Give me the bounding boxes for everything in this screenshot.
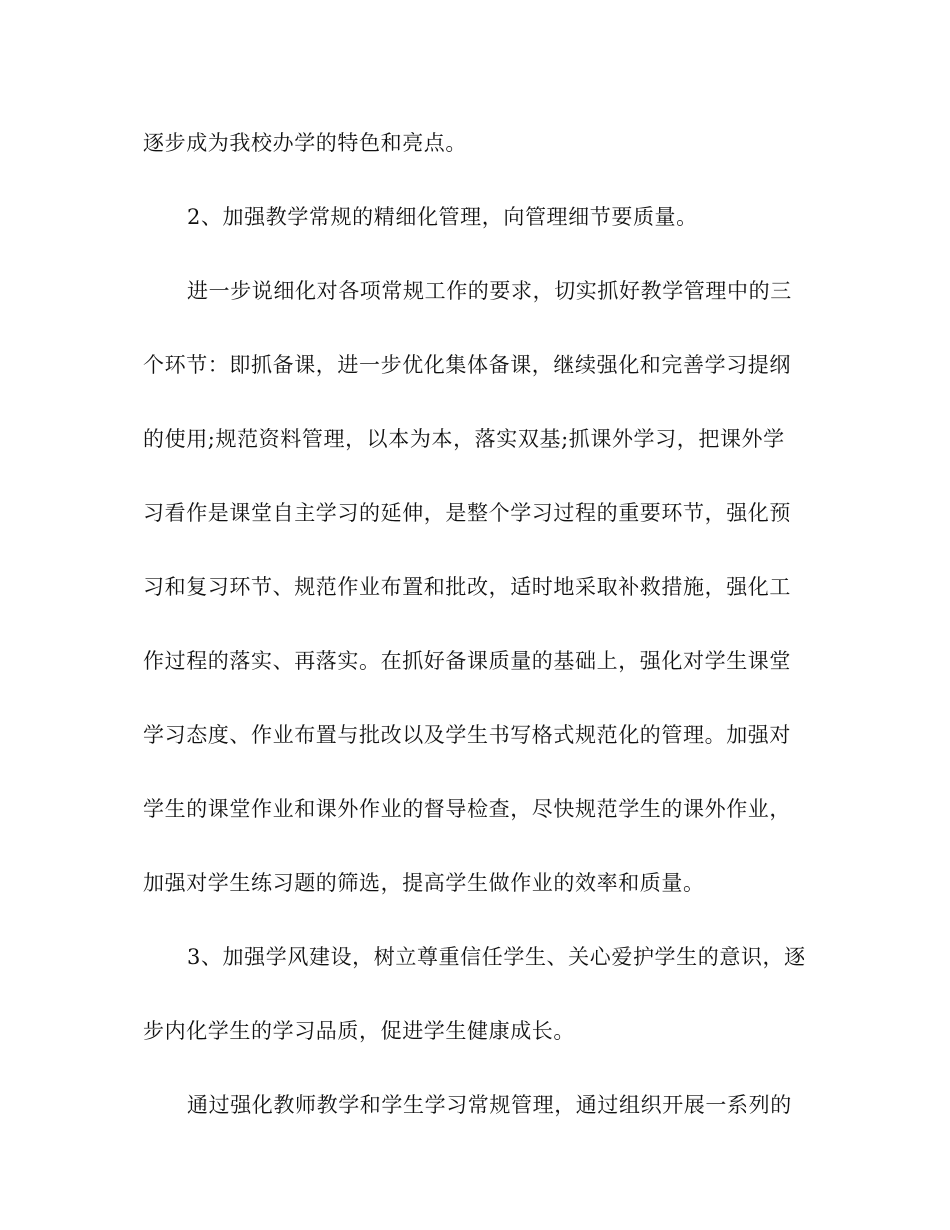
paragraph-line: 学习态度、作业布置与批改以及学生书写格式规范化的管理。加强对 bbox=[143, 723, 791, 747]
paragraph-line: 通过强化教师教学和学生学习常规管理，通过组织开展一系列的 bbox=[187, 1093, 792, 1117]
paragraph-line: 逐步成为我校办学的特色和亮点。 bbox=[143, 131, 467, 155]
paragraph-line: 习和复习环节、规范作业布置和批改，适时地采取补救措施，强化工 bbox=[143, 575, 791, 599]
paragraph-line: 步内化学生的学习品质，促进学生健康成长。 bbox=[143, 1019, 575, 1043]
paragraph-line: 个环节：即抓备课，进一步优化集体备课，继续强化和完善学习提纲 bbox=[143, 353, 791, 377]
paragraph-line: 的使用;规范资料管理，以本为本，落实双基;抓课外学习，把课外学 bbox=[143, 427, 785, 451]
paragraph-line: 加强对学生练习题的筛选，提高学生做作业的效率和质量。 bbox=[143, 871, 705, 895]
paragraph-line: 作过程的落实、再落实。在抓好备课质量的基础上，强化对学生课堂 bbox=[143, 649, 791, 673]
paragraph-line: 进一步说细化对各项常规工作的要求，切实抓好教学管理中的三 bbox=[187, 279, 792, 303]
section-heading-3: 3、加强学风建设，树立尊重信任学生、关心爱护学生的意识，逐 bbox=[187, 945, 806, 969]
paragraph-line: 习看作是课堂自主学习的延伸，是整个学习过程的重要环节，强化预 bbox=[143, 501, 791, 525]
paragraph-line: 学生的课堂作业和课外作业的督导检查，尽快规范学生的课外作业， bbox=[143, 797, 791, 821]
section-heading-2: 2、加强教学常规的精细化管理，向管理细节要质量。 bbox=[187, 205, 698, 229]
